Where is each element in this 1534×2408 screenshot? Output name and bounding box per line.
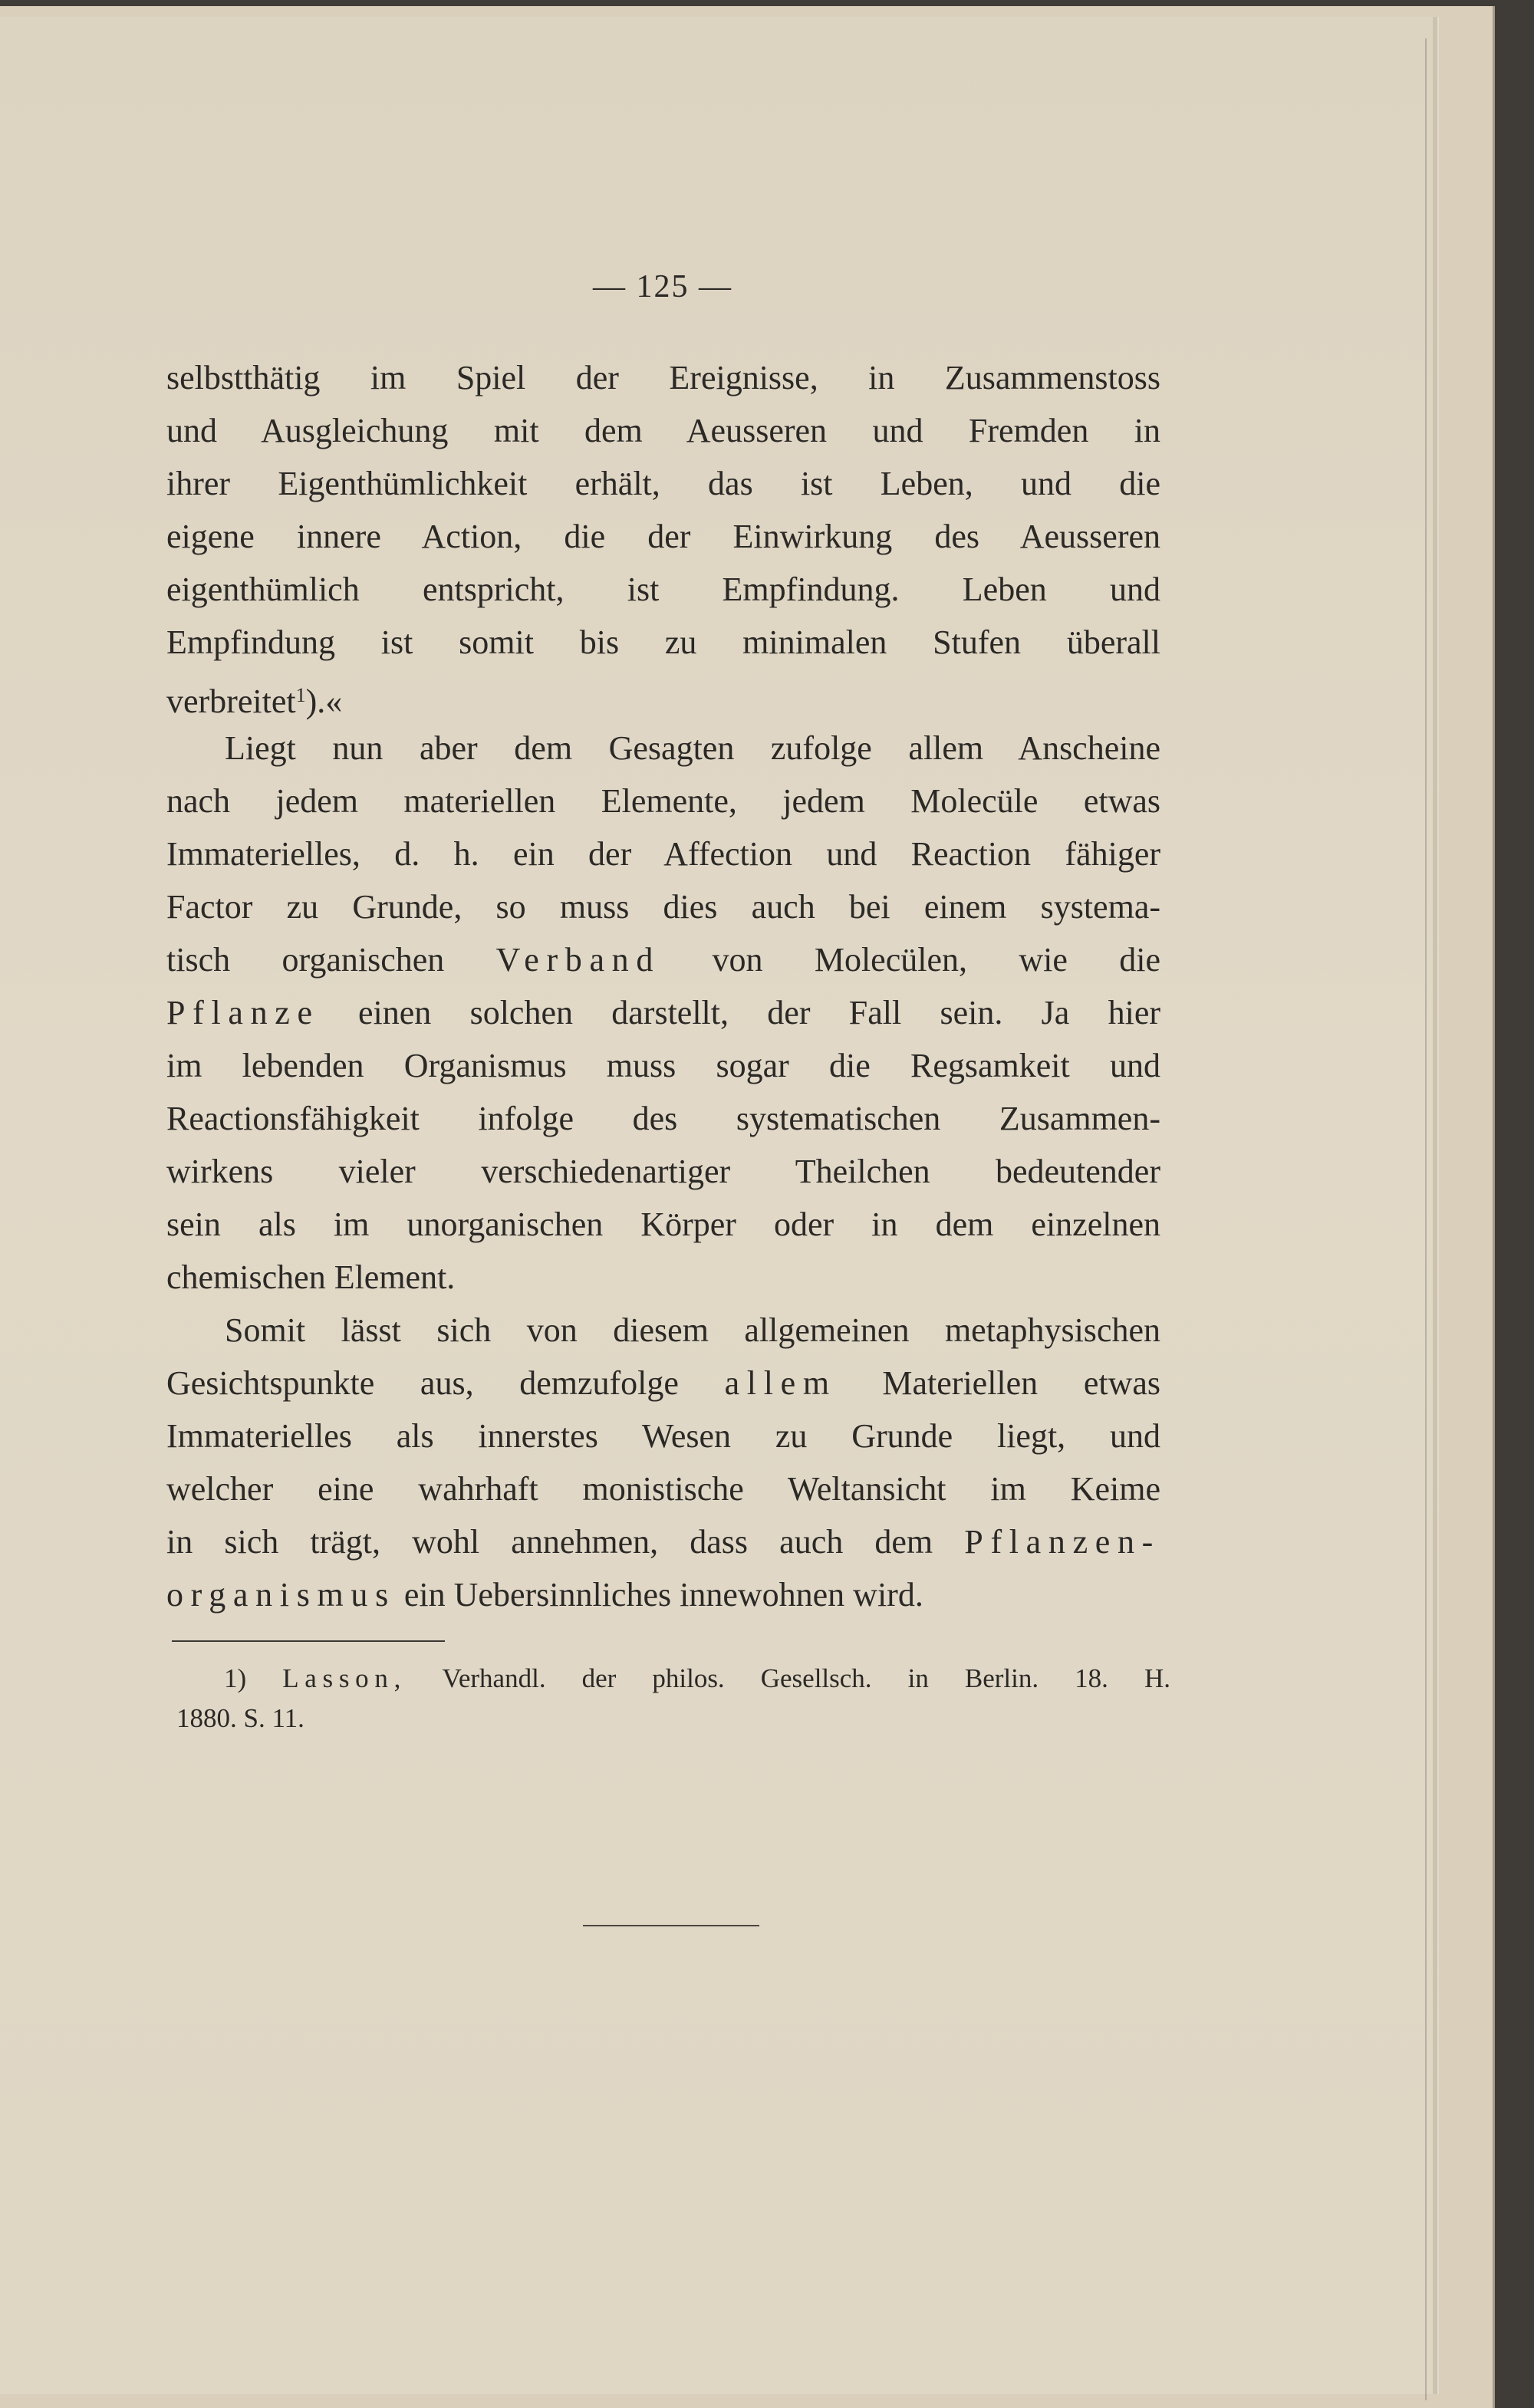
text-line: Immaterielles als innerstes Wesen zu Grunde liegt, und (166, 1417, 1160, 1455)
text-line-spaced-emphasis (166, 933, 1160, 986)
text-fragment: ein Uebersinnliches innewohnen wird. (403, 1576, 923, 1614)
text-line-spaced-emphasis (166, 986, 1160, 1039)
book-page (0, 17, 1433, 2394)
text-line: ihrer Eigenthümlichkeit erhält, das ist Leben, und die (166, 465, 1160, 502)
text-line: Reactionsfähigkeit infolge des systematischen Zusammen- (166, 1100, 1160, 1137)
quote-close: ).« (305, 683, 343, 720)
text-fragment: von Molecülen, wie die (712, 941, 1160, 979)
footnote-number: 1) (224, 1663, 247, 1693)
text-line: Empfindung ist somit bis zu minimalen Stufen überall (166, 623, 1160, 661)
text-line: Liegt nun aber dem Gesagten zufolge allem Anscheine (225, 729, 1160, 767)
emphasis-pflanzen: Pflanzen- (964, 1523, 1160, 1561)
text-line-spaced-emphasis (166, 1568, 1160, 1621)
text-line: im lebenden Organismus muss sogar die Regsamkeit und (166, 1047, 1160, 1084)
text-line: Somit lässt sich von diesem allgemeinen metaphysischen (225, 1311, 1160, 1349)
footnote (176, 1659, 1170, 1739)
text-line: und Ausgleichung mit dem Aeusseren und Fremden in (166, 412, 1160, 449)
text-fragment: in sich trägt, wohl annehmen, dass auch dem (166, 1523, 933, 1561)
text-fragment: Gesichtspunkte aus, demzufolge (166, 1364, 679, 1402)
emphasis-allem: allem (724, 1364, 837, 1402)
text-line-spaced-emphasis (166, 1357, 1160, 1410)
text-line: Factor zu Grunde, so muss dies auch bei einem systema- (166, 888, 1160, 926)
footnote-reference: Verhandl. der philos. Gesellsch. in Berlin. 18. H. (442, 1663, 1170, 1693)
text-line: sein als im unorganischen Körper oder in dem einzelnen (166, 1206, 1160, 1243)
emphasis-pflanze: Pflanze (166, 994, 320, 1031)
text-fragment: einen solchen darstellt, der Fall sein. Ja hier (358, 994, 1160, 1031)
text-line: welcher eine wahrhaft monistische Weltansicht im Keime (166, 1470, 1160, 1508)
text-line: Immaterielles, d. h. ein der Affection und Reaction fähiger (166, 835, 1160, 873)
text-line: selbstthätig im Spiel der Ereignisse, in Zusammenstoss (166, 359, 1160, 396)
footnote-line (176, 1659, 1170, 1699)
text-line: eigene innere Action, die der Einwirkung des Aeusseren (166, 518, 1160, 555)
text-line: nach jedem materiellen Elemente, jedem Molecüle etwas (166, 782, 1160, 820)
text-fragment: verbreitet (166, 683, 296, 720)
footnote-line: 1880. S. 11. (176, 1703, 304, 1733)
page-edge-shadow (1425, 38, 1427, 2400)
emphasis-organismus: organismus (166, 1576, 396, 1614)
text-line-with-footnote (166, 669, 1160, 722)
page-number-header: — 125 — (593, 269, 732, 304)
emphasis-verband: Verband (495, 941, 661, 979)
end-separator (583, 1925, 759, 1926)
text-line: chemischen Element. (166, 1258, 456, 1296)
text-fragment: tisch organischen (166, 941, 445, 979)
text-line: eigenthümlich entspricht, ist Empfindung. Leben und (166, 571, 1160, 608)
text-line-spaced-emphasis (166, 1515, 1160, 1568)
main-text (166, 351, 1160, 1640)
footnote-marker: 1 (295, 684, 306, 706)
text-line: wirkens vieler verschiedenartiger Theilchen bedeutender (166, 1153, 1160, 1190)
text-fragment: Materiellen etwas (882, 1364, 1160, 1402)
footnote-author: Lasson, (282, 1663, 407, 1693)
footnote-separator (172, 1640, 445, 1642)
